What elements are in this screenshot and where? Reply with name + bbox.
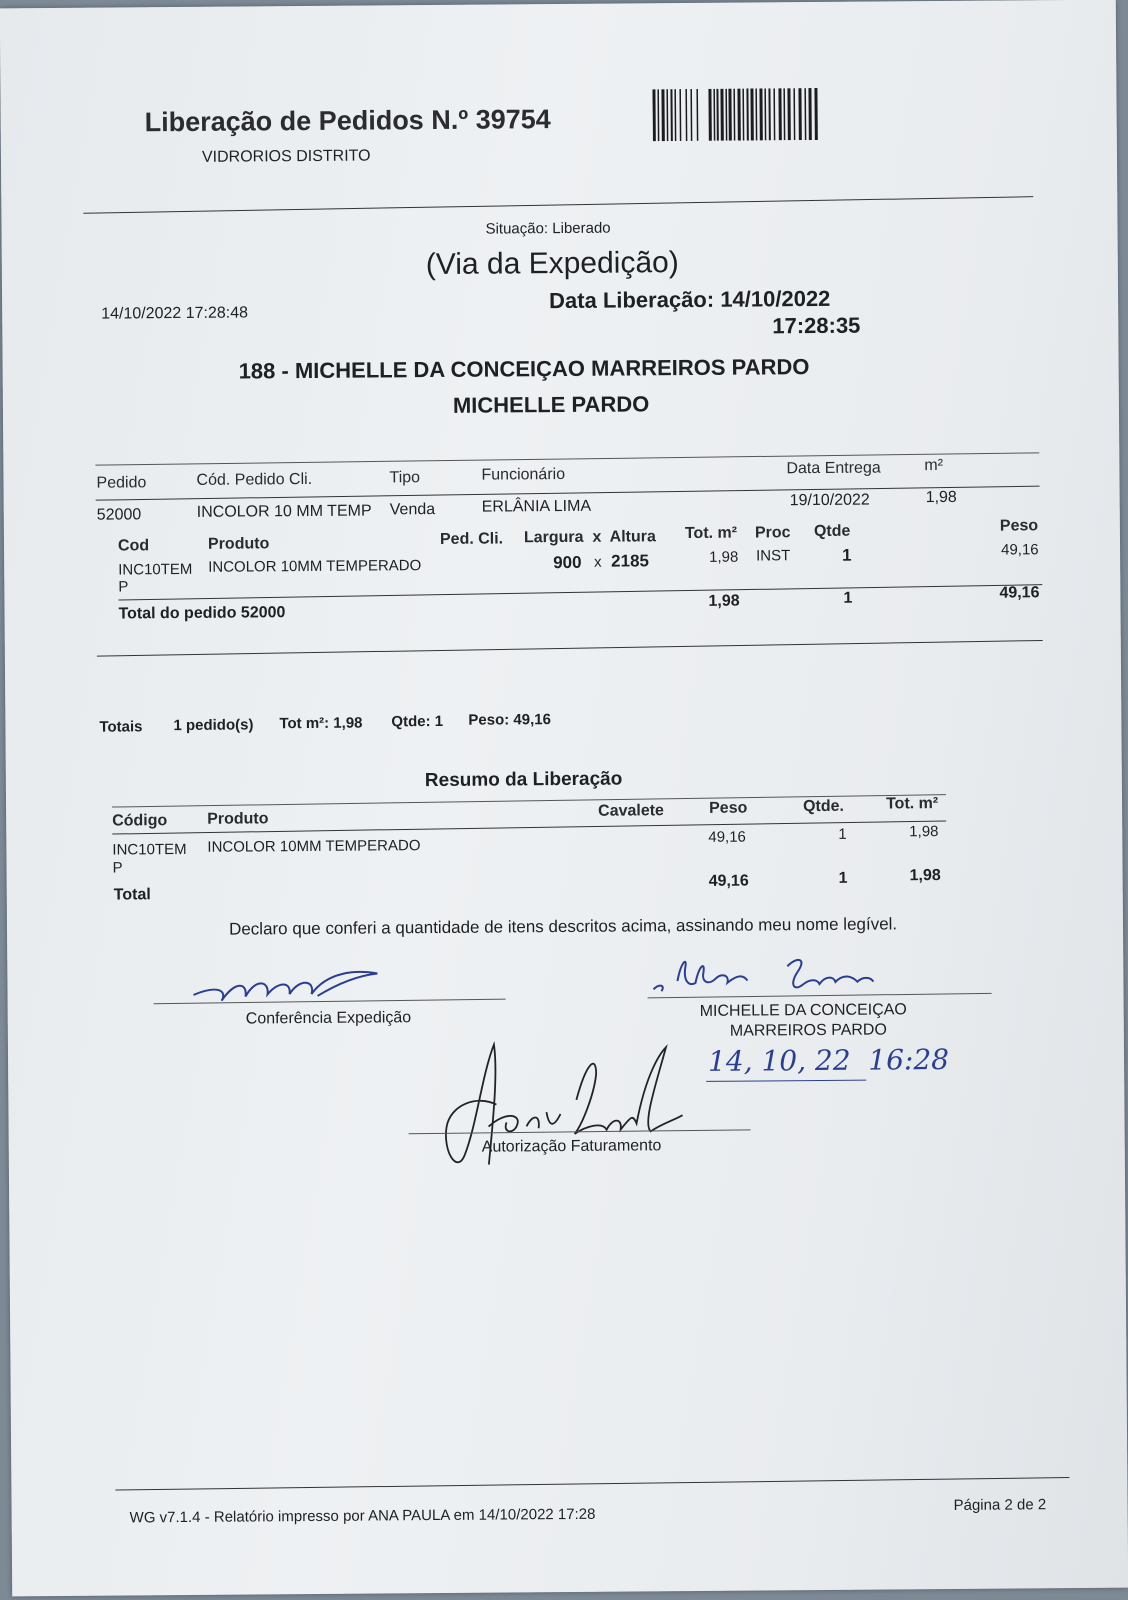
client-signature [647, 951, 887, 999]
totais-qtde: Qtde: 1 [391, 712, 444, 731]
via-label: (Via da Expedição) [425, 246, 679, 282]
situacao-label: Situação: Liberado [485, 219, 611, 238]
row-cod-pedido-cli: INCOLOR 10 MM TEMP [196, 502, 372, 521]
item-col-proc: Proc [754, 524, 791, 542]
pedido-total-label: Total do pedido 52000 [118, 604, 286, 623]
totais-label: Totais [99, 718, 143, 736]
resumo-col-produto: Produto [207, 810, 269, 828]
resumo-col-codigo: Código [112, 812, 168, 830]
col-pedido: Pedido [96, 474, 147, 492]
table-top-rule [95, 452, 1039, 465]
autorizacao-label: Autorização Faturamento [481, 1137, 662, 1156]
declaration-text: Declaro que conferi a quantidade de itens descritos acima, assinando meu nome legível. [228, 914, 898, 939]
row-m2: 1,98 [925, 488, 957, 507]
data-liberacao: Data Liberação: 14/10/2022 [548, 285, 831, 314]
item-cod-line2: P [118, 578, 129, 596]
item-col-produto: Produto [207, 535, 270, 553]
item-col-cod: Cod [117, 537, 150, 555]
item-altura: 2185 [611, 551, 650, 571]
item-col-qtde: Qtde [813, 522, 851, 541]
data-liberacao-time: 17:28:35 [772, 312, 861, 339]
pedido-total-peso: 49,16 [999, 584, 1040, 602]
item-total-rule [118, 584, 1042, 600]
client-name-line1: MICHELLE DA CONCEIÇAO [699, 1001, 907, 1020]
resumo-codigo-line2: P [112, 859, 123, 877]
client-name-line2: MARREIROS PARDO [729, 1021, 887, 1040]
client-name: 188 - MICHELLE DA CONCEIÇAO MARREIROS PARDO [238, 354, 810, 384]
item-col-largura-altura: Largura x Altura [523, 528, 656, 547]
item-produto: INCOLOR 10MM TEMPERADO [208, 557, 422, 576]
resumo-title: Resumo da Liberação [424, 768, 623, 792]
resumo-total-peso: 49,16 [708, 872, 749, 890]
col-funcionario: Funcionário [481, 465, 566, 484]
pedido-total-qtde: 1 [843, 589, 853, 607]
resumo-col-cavalete: Cavalete [598, 802, 664, 820]
pedido-bottom-rule [97, 640, 1043, 657]
print-timestamp: 14/10/2022 17:28:48 [101, 304, 249, 323]
resumo-total-m2: 1,98 [909, 867, 941, 885]
item-col-ped-cli: Ped. Cli. [439, 530, 504, 548]
footer-rule [115, 1477, 1069, 1490]
barcode [652, 88, 820, 141]
handwritten-date: 14, 10, 22 16:28 [707, 1042, 950, 1078]
resumo-qtde: 1 [838, 825, 847, 843]
handwritten-date-underline [706, 1080, 866, 1082]
resumo-produto: INCOLOR 10MM TEMPERADO [207, 837, 421, 856]
client-short-name: MICHELLE PARDO [452, 391, 650, 418]
resumo-col-tot-m2: Tot. m² [885, 795, 939, 813]
item-x: x [594, 553, 602, 571]
totais-m2: Tot m²: 1,98 [279, 714, 363, 733]
resumo-peso: 49,16 [708, 828, 746, 846]
conferencia-label: Conferência Expedição [245, 1009, 412, 1028]
item-col-peso: Peso [999, 517, 1039, 535]
row-pedido: 52000 [96, 506, 142, 524]
item-tot-m2: 1,98 [709, 548, 739, 566]
item-col-tot-m2: Tot. m² [684, 524, 738, 543]
document-title: Liberação de Pedidos N.º 39754 [144, 104, 551, 138]
resumo-tot-m2: 1,98 [909, 823, 939, 841]
item-largura: 900 [553, 552, 582, 573]
col-cod-pedido-cli: Cód. Pedido Cli. [196, 470, 313, 489]
item-proc: INST [756, 547, 791, 565]
row-tipo: Venda [389, 501, 436, 519]
footer-printed-by: WG v7.1.4 - Relatório impresso por ANA PAULA em 14/10/2022 17:28 [129, 1505, 596, 1527]
row-funcionario: ERLÂNIA LIMA [481, 497, 592, 516]
resumo-total-label: Total [113, 886, 151, 904]
totais-peso: Peso: 49,16 [468, 711, 552, 729]
resumo-codigo-line1: INC10TEM [112, 840, 187, 859]
resumo-total-qtde: 1 [838, 869, 848, 887]
col-m2: m² [924, 457, 944, 475]
resumo-col-qtde: Qtde. [803, 797, 845, 816]
resumo-col-peso: Peso [709, 799, 748, 817]
header-divider [83, 196, 1033, 214]
item-cod-line1: INC10TEM [118, 560, 193, 579]
totais-pedidos: 1 pedido(s) [173, 716, 254, 735]
company-name: VIDRORIOS DISTRITO [201, 147, 371, 166]
row-data-entrega: 19/10/2022 [789, 491, 870, 510]
pedido-total-m2: 1,98 [708, 592, 740, 610]
item-qtde: 1 [842, 545, 852, 565]
col-data-entrega: Data Entrega [786, 459, 881, 478]
col-tipo: Tipo [389, 469, 421, 487]
footer-page-number: Página 2 de 2 [953, 1496, 1047, 1514]
item-peso: 49,16 [1000, 541, 1039, 559]
